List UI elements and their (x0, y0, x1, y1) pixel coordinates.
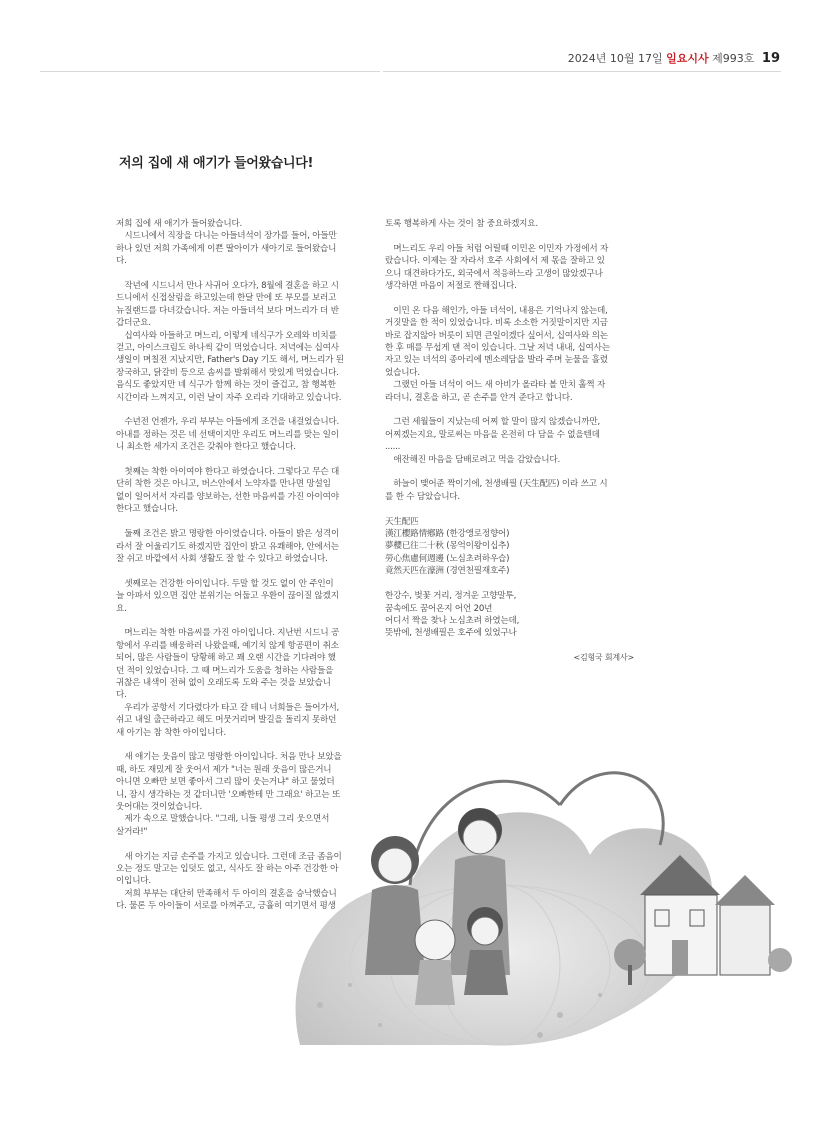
page-header (568, 50, 780, 66)
text-line: 첫째는 착한 아이여야 한다고 하였습니다. 그렇다고 무슨 대 (116, 467, 340, 478)
poem-line: 뜻밖에, 천생배필은 호주에 있었구나 (385, 628, 517, 639)
article-title: 저의 집에 새 애기가 들어왔습니다! (119, 156, 314, 171)
text-line: 새 아기는 지금 손주를 가지고 있습니다. 그런데 조금 좀음이 (116, 851, 342, 862)
poem (385, 516, 634, 640)
text-line: 항에서 우리를 배웅하러 나왔을때, 예기치 않게 항공편이 취소 (116, 640, 339, 651)
text-line: 생각하면 마음이 저절로 짠해집니다. (385, 281, 517, 292)
poem-line: 漢江櫻路情鄕路 (한강앵로정향어) (385, 529, 510, 540)
text-line: 음식도 좋았지만 네 식구가 함께 하는 것이 즐겁고, 참 행복한 (116, 380, 336, 391)
text-line: 우리가 공항서 기다렸다가 타고 갈 테니 너희들은 들어가서, (116, 702, 340, 713)
text-line: 라서 잘 어울리기도 하겠지만 집안이 밝고 유쾌해야, 안에서는 (116, 541, 339, 552)
text-line: 새 아기는 참 착한 아이입니다. (116, 727, 226, 738)
text-line: 었습니다. (385, 367, 420, 378)
text-line: 제가 속으로 말했습니다. "그래, 니들 평생 그리 웃으면서 (116, 814, 330, 825)
paragraph (385, 416, 634, 466)
text-line: 십여사와 아들하고 며느리, 이렇게 네식구가 오레와 비치를 (116, 330, 337, 341)
text-line: 귀찮은 내색이 전혀 없이 오래도록 도와 주는 것을 보았습니 (116, 677, 331, 688)
poem-line: 夢櫻已往二十秋 (몽억이왕이십추) (385, 541, 510, 552)
text-line: 다. 물론 두 아이들이 서로를 아껴주고, 긍휼히 여기면서 평생 (116, 901, 336, 912)
text-line: 아내를 정하는 것은 네 선택이지만 우리도 며느리를 맞는 일이 (116, 429, 339, 440)
text-line: 니 최소한 세가지 조건은 갖춰야 한다고 했습니다. (116, 442, 296, 453)
text-line: 저희 부부는 대단히 만족해서 두 아이의 결혼을 승낙했습니 (116, 888, 337, 899)
issue-number: 제993호 (712, 52, 755, 65)
paragraph (385, 243, 634, 293)
text-line: 다. (116, 256, 127, 267)
text-line: 으니 대견하다가도, 외국에서 적응하느라 고생이 많았겠구나 (385, 268, 603, 279)
paragraph (385, 218, 634, 230)
text-line: 바로 잡지않아 버릇이 되면 큰일이겠다 싶어서, 십여사와 의논 (385, 330, 608, 341)
text-line: 드니에서 신접살림을 하고있는데 한달 만에 또 부모를 보러고 (116, 293, 337, 304)
text-line: 그런 세월들이 지났는데 어찌 할 말이 많지 않겠습니까만, (385, 417, 600, 428)
paper-name: 일요시사 (666, 52, 709, 65)
poem-line: 한강수, 벚꽃 거리, 정겨운 고향말투, (385, 591, 517, 602)
text-line: ...... (385, 442, 401, 453)
text-line: 이입니다. (116, 876, 151, 887)
paragraph (385, 305, 634, 404)
text-line: 어찌겠는지요, 말로써는 마음을 온전히 다 담을 수 없을텐데 (385, 429, 600, 440)
text-line: 늘 아파서 있으면 집안 분위기는 어둡고 우환이 끊이질 않겠지 (116, 591, 339, 602)
paragraph (116, 416, 368, 453)
text-line: 그랬던 아들 녀석이 어느 새 아비가 올라타 볼 만치 훌쩍 자 (385, 380, 606, 391)
paragraph (385, 478, 634, 503)
text-line: 시드니에서 직장을 다니는 아들녀석이 장가를 들어, 아들만 (116, 231, 337, 242)
family-illustration (260, 745, 800, 1065)
text-line: 던 적이 있었습니다. 그 때 며느리가 도움을 청하는 사람들을 (116, 665, 334, 676)
text-line: 걷고, 아이스크림도 하나씩 같이 먹었습니다. 저녁에는 십여사 (116, 343, 339, 354)
text-line: 없이 일어서서 자리를 양보하는, 선한 마음씨를 가진 아이여야 (116, 491, 339, 502)
poem-line: 어디서 짝을 찾나 노심초려 하였는데, (385, 615, 520, 626)
text-line: 저희 집에 새 애기가 들어왔습니다. (116, 219, 243, 229)
header-rule-right (383, 71, 781, 72)
paragraph (116, 528, 368, 565)
header-rule-left (40, 71, 380, 72)
text-line: 다. (116, 690, 127, 701)
text-line: 때, 하도 재밌게 잘 웃어서 제가 "너는 원래 웃음이 많은거니 (116, 764, 332, 775)
poem-line: 天生配匹 (385, 516, 419, 527)
text-line: 하나 있던 저희 가족에게 이쁜 딸아이가 새아기로 들어왔습니 (116, 243, 337, 254)
paragraph (116, 578, 368, 615)
text-line: 며느리는 착한 마음씨를 가진 아이입니다. 지난번 시드니 공 (116, 628, 340, 639)
text-line: 단히 착한 것은 아니고, 버스안에서 노약자를 만나면 망설임 (116, 479, 331, 490)
text-line: 되어, 많은 사람들이 당황해 하고 꽤 오랜 시간을 기다려야 했 (116, 653, 336, 664)
text-line: 애잔해진 마음을 담배로려고 먹을 감았습니다. (385, 454, 560, 465)
text-line: 아니면 오빠만 보면 좋아서 그리 많이 웃는거냐" 하고 물었더 (116, 777, 335, 788)
poem-line: 竟然天匹在濠洲 (경연천필재호주) (385, 566, 510, 577)
text-line: 시간이라 느껴지고, 이런 날이 자주 오리라 기대하고 있습니다. (116, 392, 342, 403)
text-line: 웃어대는 것이었습니다. (116, 801, 203, 812)
text-line: 뉴질랜드를 다녀갔습니다. 저는 아들녀석 보다 며느리가 더 반 (116, 305, 339, 316)
paragraph (116, 280, 368, 404)
text-line: 수년전 언젠가, 우리 부부는 아들에게 조건을 내걸었습니다. (116, 417, 340, 428)
text-line: 요. (116, 603, 127, 614)
text-line: 생일이 며칠전 지났지만, Father's Day 기도 해서, 며느리가 된 (116, 355, 344, 366)
text-line: 한 후 매를 무섭게 댄 적이 있습니다. 그날 저녁 내내, 십여사는 (385, 343, 610, 354)
text-line: 라더니, 결혼을 하고, 곧 손주를 안겨 준다고 합니다. (385, 392, 573, 403)
text-line: 살거라!" (116, 826, 148, 837)
text-line: 한다고 했습니다. (116, 504, 178, 515)
text-line: 새 애기는 웃음이 많고 명랑한 아이입니다. 처음 만나 보았을 (116, 752, 342, 763)
text-line: 며느리도 우리 아들 처럼 어릴때 이민온 이민자 가정에서 자 (385, 243, 609, 254)
text-line: 거짓말을 한 적이 있었습니다. 비록 소소한 거짓말이지만 지금 (385, 318, 608, 329)
text-line: 둘째 조건은 밝고 명랑한 아이였습니다. 아들이 밝은 성격이 (116, 529, 340, 540)
page-number: 19 (761, 51, 780, 66)
text-line: 토록 행복하게 사는 것이 참 중요하겠지요. (385, 219, 538, 229)
right-column (385, 218, 634, 665)
text-line: 작년에 시드니서 만나 사귀어 오다가, 8월에 결혼을 하고 시 (116, 281, 339, 292)
text-line: 잘 쉬고 바깥에서 사회 생활도 잘 할 수 있다고 하였습니다. (116, 553, 328, 564)
text-line: 장국하고, 닭갈비 등으로 솜씨를 발휘해서 맛있게 먹었습니다. (116, 367, 339, 378)
text-line: 하늘이 맺어준 짝이기에, 천생배필 (天生配匹) 이라 쓰고 시 (385, 479, 608, 490)
poem-line: 꿈속에도 꿈어온지 어언 20년 (385, 603, 493, 614)
text-line: 오는 정도 말고는 입덧도 없고, 식사도 잘 하는 아주 건강한 아 (116, 864, 339, 874)
paragraph (116, 218, 368, 268)
text-line: 를 한 수 담았습니다. (385, 491, 460, 502)
text-line: 쉬고 내일 출근하라고 해도 머뭇거리며 발길을 돌리지 못하던 (116, 715, 337, 726)
text-line: 셋째로는 건강한 아이입니다. 두말 할 것도 없이 안 주인이 (116, 578, 334, 589)
text-line: 이민 온 다음 해인가, 아들 녀석이, 내용은 기억나지 않는데, (385, 305, 608, 316)
poem-line: 勞心焦慮何週邊 (노심초려하우습) (385, 553, 510, 564)
poem-line (385, 578, 634, 590)
text-line: 랐습니다. 이제는 잘 자라서 호주 사회에서 제 몫을 잘하고 있 (385, 256, 605, 267)
text-line: 갑더군요. (116, 318, 151, 329)
text-line: 니, 잠시 생각하는 것 같더니만 '오빠한테 만 그래요' 하고는 또 (116, 789, 341, 800)
paragraph (116, 627, 368, 739)
text-line: 자고 있는 녀석의 종아리에 멘소레담을 발라 주며 눈물을 흘렸 (385, 355, 608, 366)
author-signature: <김형국 회계사> (573, 653, 634, 663)
issue-date: 2024년 10월 17일 (567, 52, 663, 65)
paragraph (116, 466, 368, 516)
